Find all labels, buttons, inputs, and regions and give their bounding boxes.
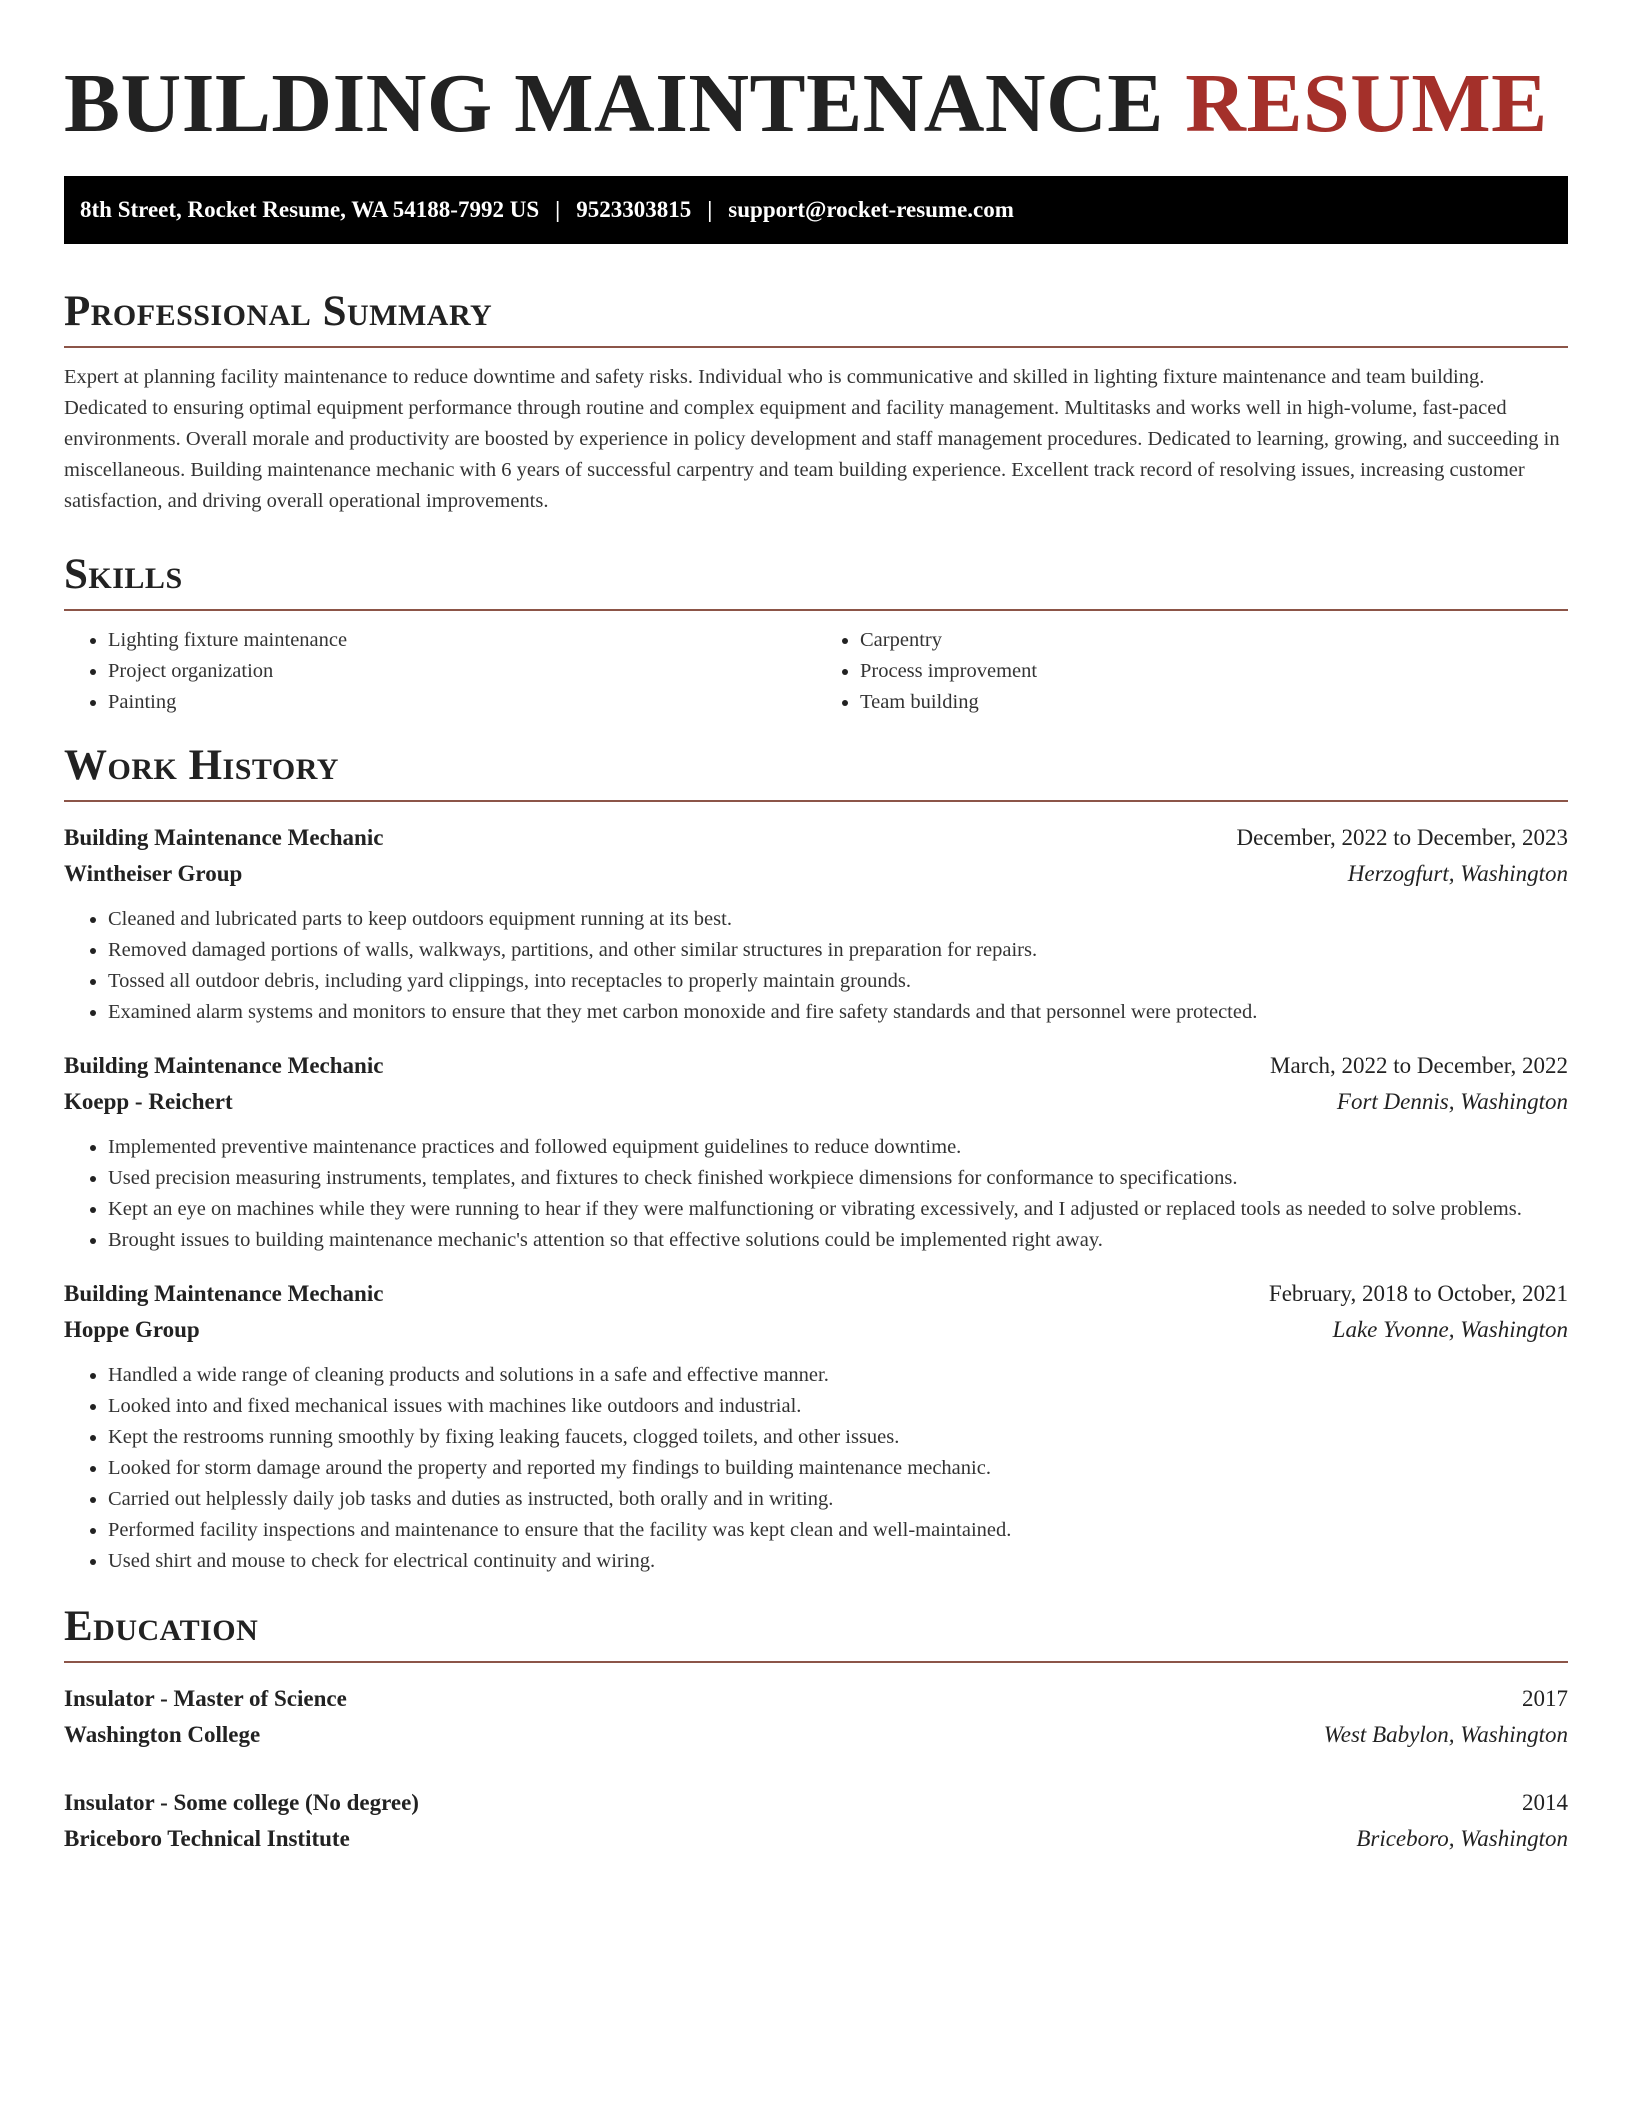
job-bullet: • Kept an eye on machines while they were running to hear if they were malfunctioning or vibrating excessively, and I adjusted or replaced tools as needed to solve problems. [108, 1194, 1568, 1225]
education-school-row [64, 1717, 1568, 1753]
education-degree-row [64, 1785, 1568, 1821]
contact-separator: | [555, 197, 561, 222]
work-heading: Work History [64, 740, 1568, 802]
title-main: BUILDING MAINTENANCE [64, 57, 1164, 150]
education-degree: Insulator - Master of Science [64, 1686, 347, 1711]
contact-phone: 9523303815 [576, 197, 692, 222]
job-company: Hoppe Group [64, 1317, 200, 1342]
education-heading: Education [64, 1601, 1568, 1663]
job-bullet: • Used shirt and mouse to check for electrical continuity and wiring. [108, 1546, 1568, 1577]
job-company-row [64, 856, 1568, 892]
job-title: Building Maintenance Mechanic [64, 1053, 384, 1078]
contact-separator: | [707, 197, 713, 222]
job-bullet: • Brought issues to building maintenance mechanic's attention so that effective solutions could be implemented right away. [108, 1225, 1568, 1256]
job-dates: December, 2022 to December, 2023 [1236, 825, 1568, 850]
education-location: West Babylon, Washington [1323, 1722, 1568, 1747]
education-school: Washington College [64, 1722, 261, 1747]
contact-bar [64, 176, 1568, 244]
skill-item: • Carpentry [860, 625, 1568, 656]
job-title-row [64, 1048, 1568, 1084]
education-degree-row [64, 1681, 1568, 1717]
contact-email: support@rocket-resume.com [728, 197, 1014, 222]
skill-item: • Painting [108, 687, 816, 718]
job-company: Wintheiser Group [64, 861, 243, 886]
job-location: Fort Dennis, Washington [1336, 1089, 1568, 1114]
skills-column-left [64, 625, 816, 718]
education-school: Briceboro Technical Institute [64, 1826, 350, 1851]
job-title-row [64, 1276, 1568, 1312]
education-entry [64, 1681, 1568, 1753]
job-entry [64, 820, 1568, 1028]
job-title: Building Maintenance Mechanic [64, 825, 384, 850]
job-dates: March, 2022 to December, 2022 [1270, 1053, 1568, 1078]
skill-item: • Process improvement [860, 656, 1568, 687]
contact-address: 8th Street, Rocket Resume, WA 54188-7992 US [80, 197, 540, 222]
job-bullet: • Carried out helplessly daily job tasks and duties as instructed, both orally and in writing. [108, 1484, 1568, 1515]
job-bullet: • Looked for storm damage around the property and reported my findings to building maintenance mechanic. [108, 1453, 1568, 1484]
job-bullet: • Looked into and fixed mechanical issues with machines like outdoors and industrial. [108, 1391, 1568, 1422]
job-bullet: • Handled a wide range of cleaning products and solutions in a safe and effective manner. [108, 1360, 1568, 1391]
job-bullet: • Removed damaged portions of walls, walkways, partitions, and other similar structures in preparation for repairs. [108, 935, 1568, 966]
job-bullet: • Examined alarm systems and monitors to ensure that they met carbon monoxide and fire safety standards and that personnel were protected. [108, 997, 1568, 1028]
job-company: Koepp - Reichert [64, 1089, 233, 1114]
skills-list [64, 625, 1568, 718]
job-title-row [64, 820, 1568, 856]
job-bullet: • Tossed all outdoor debris, including yard clippings, into receptacles to properly maintain grounds. [108, 966, 1568, 997]
job-dates: February, 2018 to October, 2021 [1268, 1281, 1568, 1306]
job-entry [64, 1048, 1568, 1256]
job-bullet: • Kept the restrooms running smoothly by fixing leaking faucets, clogged toilets, and other issues. [108, 1422, 1568, 1453]
job-bullets [64, 1132, 1568, 1256]
job-bullet: • Cleaned and lubricated parts to keep outdoors equipment running at its best. [108, 904, 1568, 935]
title-accent: RESUME [1185, 57, 1548, 150]
education-school-row [64, 1821, 1568, 1857]
job-title: Building Maintenance Mechanic [64, 1281, 384, 1306]
job-entry [64, 1276, 1568, 1577]
job-location: Lake Yvonne, Washington [1332, 1317, 1568, 1342]
job-bullets [64, 904, 1568, 1028]
job-location: Herzogfurt, Washington [1347, 861, 1568, 886]
skill-item: • Project organization [108, 656, 816, 687]
skill-item: • Team building [860, 687, 1568, 718]
job-bullet: • Used precision measuring instruments, templates, and fixtures to check finished workpiece dimensions for conformance to specifications. [108, 1163, 1568, 1194]
education-entry [64, 1785, 1568, 1857]
education-year: 2014 [1522, 1790, 1568, 1815]
summary-heading: Professional Summary [64, 286, 1568, 348]
education-location: Briceboro, Washington [1356, 1826, 1568, 1851]
job-company-row [64, 1084, 1568, 1120]
job-bullet: • Implemented preventive maintenance practices and followed equipment guidelines to reduce downtime. [108, 1132, 1568, 1163]
summary-text: Expert at planning facility maintenance to reduce downtime and safety risks. Individual who is communicative and skilled in lighting fixture maintenance and team building. Dedicated to ensuring optimal equipment performance through routine and complex equipment and facility management. Multitasks and works well in high-volume, fast-paced environments. Overall morale and productivity are boosted by experience in policy development and staff management procedures. Dedicated to learning, growing, and succeeding in miscellaneous. Building maintenance mechanic with 6 years of successful carpentry and team building experience. Excellent track record of resolving issues, increasing customer satisfaction, and driving overall operational improvements. [64, 366, 1560, 512]
skills-column-right [816, 625, 1568, 718]
job-company-row [64, 1312, 1568, 1348]
education-year: 2017 [1522, 1686, 1568, 1711]
job-bullets [64, 1360, 1568, 1577]
skills-heading: Skills [64, 549, 1568, 611]
resume-title [64, 0, 1568, 176]
skill-item: • Lighting fixture maintenance [108, 625, 816, 656]
education-degree: Insulator - Some college (No degree) [64, 1790, 419, 1815]
job-bullet: • Performed facility inspections and maintenance to ensure that the facility was kept clean and well-maintained. [108, 1515, 1568, 1546]
